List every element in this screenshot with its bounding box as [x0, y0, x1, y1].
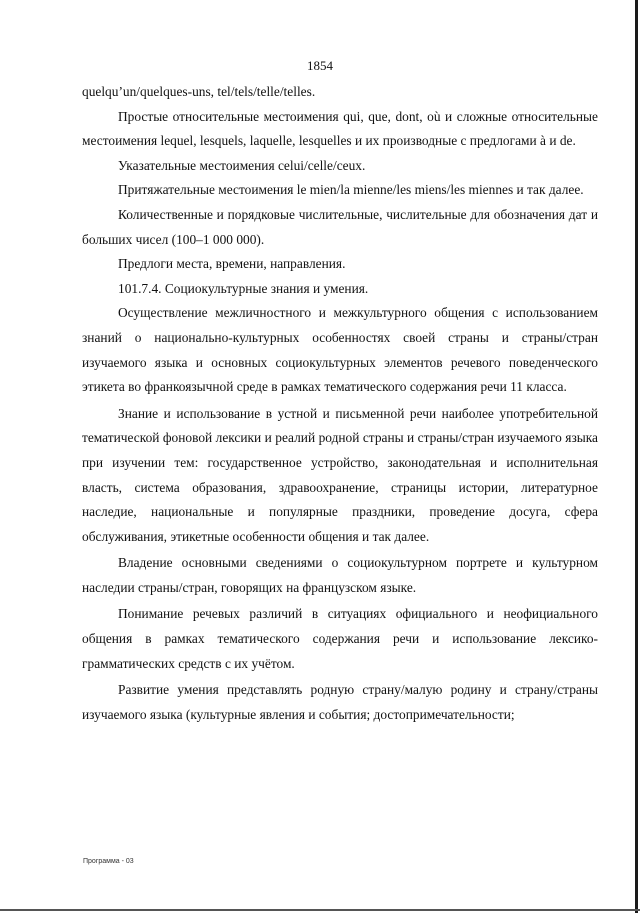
paragraph-demonstrative-pronouns: Указательные местоимения celui/celle/ceux.	[118, 157, 366, 173]
page-footer: Программа - 03	[83, 858, 134, 865]
paragraph-numerals: Количественные и порядковые числительные, числительные для обозначения дат и больших чисел (100–1 000 000).	[82, 206, 598, 247]
page-number: 1854	[307, 58, 333, 73]
document-body	[82, 80, 598, 727]
paragraph-country-presentation: Развитие умения представлять родную страну/малую родину и страну/страны изучаемого языка (культурные явления и события; достопримечательности;	[82, 682, 598, 722]
paragraph-prepositions: Предлоги места, времени, направления.	[118, 256, 346, 272]
paragraph-pronouns-list: quelqu’un/quelques-uns, tel/tels/telle/telles.	[82, 84, 316, 99]
paragraph-possessive-pronouns: Притяжательные местоимения le mien/la mienne/les miens/les miennes и так далее.	[118, 182, 584, 198]
scan-edge-bottom	[0, 909, 640, 911]
scan-edge-right	[635, 0, 638, 913]
paragraph-relative-pronouns: Простые относительные местоимения qui, que, dont, où и сложные относительные местоимения lequel, lesquels, laquelle, lesquelles и их производные с предлогами à и de.	[82, 108, 598, 149]
paragraph-communication: Осуществление межличностного и межкультурного общения с использованием знаний о национально-культурных особенностях своей страны и страны/стран изучаемого языка и основных социокультурных элементов речевого поведенческого этикета во франкоязычной среде в рамках тематического содержания речи 11 класса.	[82, 305, 598, 395]
section-heading: 101.7.4. Социокультурные знания и умения.	[118, 280, 369, 296]
paragraph-sociocultural-portrait: Владение основными сведениями о социокультурном портрете и культурном наследии страны/стран, говорящих на французском языке.	[82, 555, 598, 595]
paragraph-speech-differences: Понимание речевых различий в ситуациях официального и неофициального общения в рамках тематического содержания речи и использование лексико-грамматических средств с их учётом.	[82, 606, 598, 671]
paragraph-vocabulary-knowledge: Знание и использование в устной и письменной речи наиболее употребительной тематической фоновой лексики и реалий родной страны и страны/стран изучаемого языка при изучении тем: государственное устройство, законодательная и исполнительная власть, система образования, здравоохранение, страницы истории, литературное наследие, национальные и популярные праздники, проведение досуга, сфера обслуживания, этикетные особенности общения и так далее.	[82, 405, 598, 544]
